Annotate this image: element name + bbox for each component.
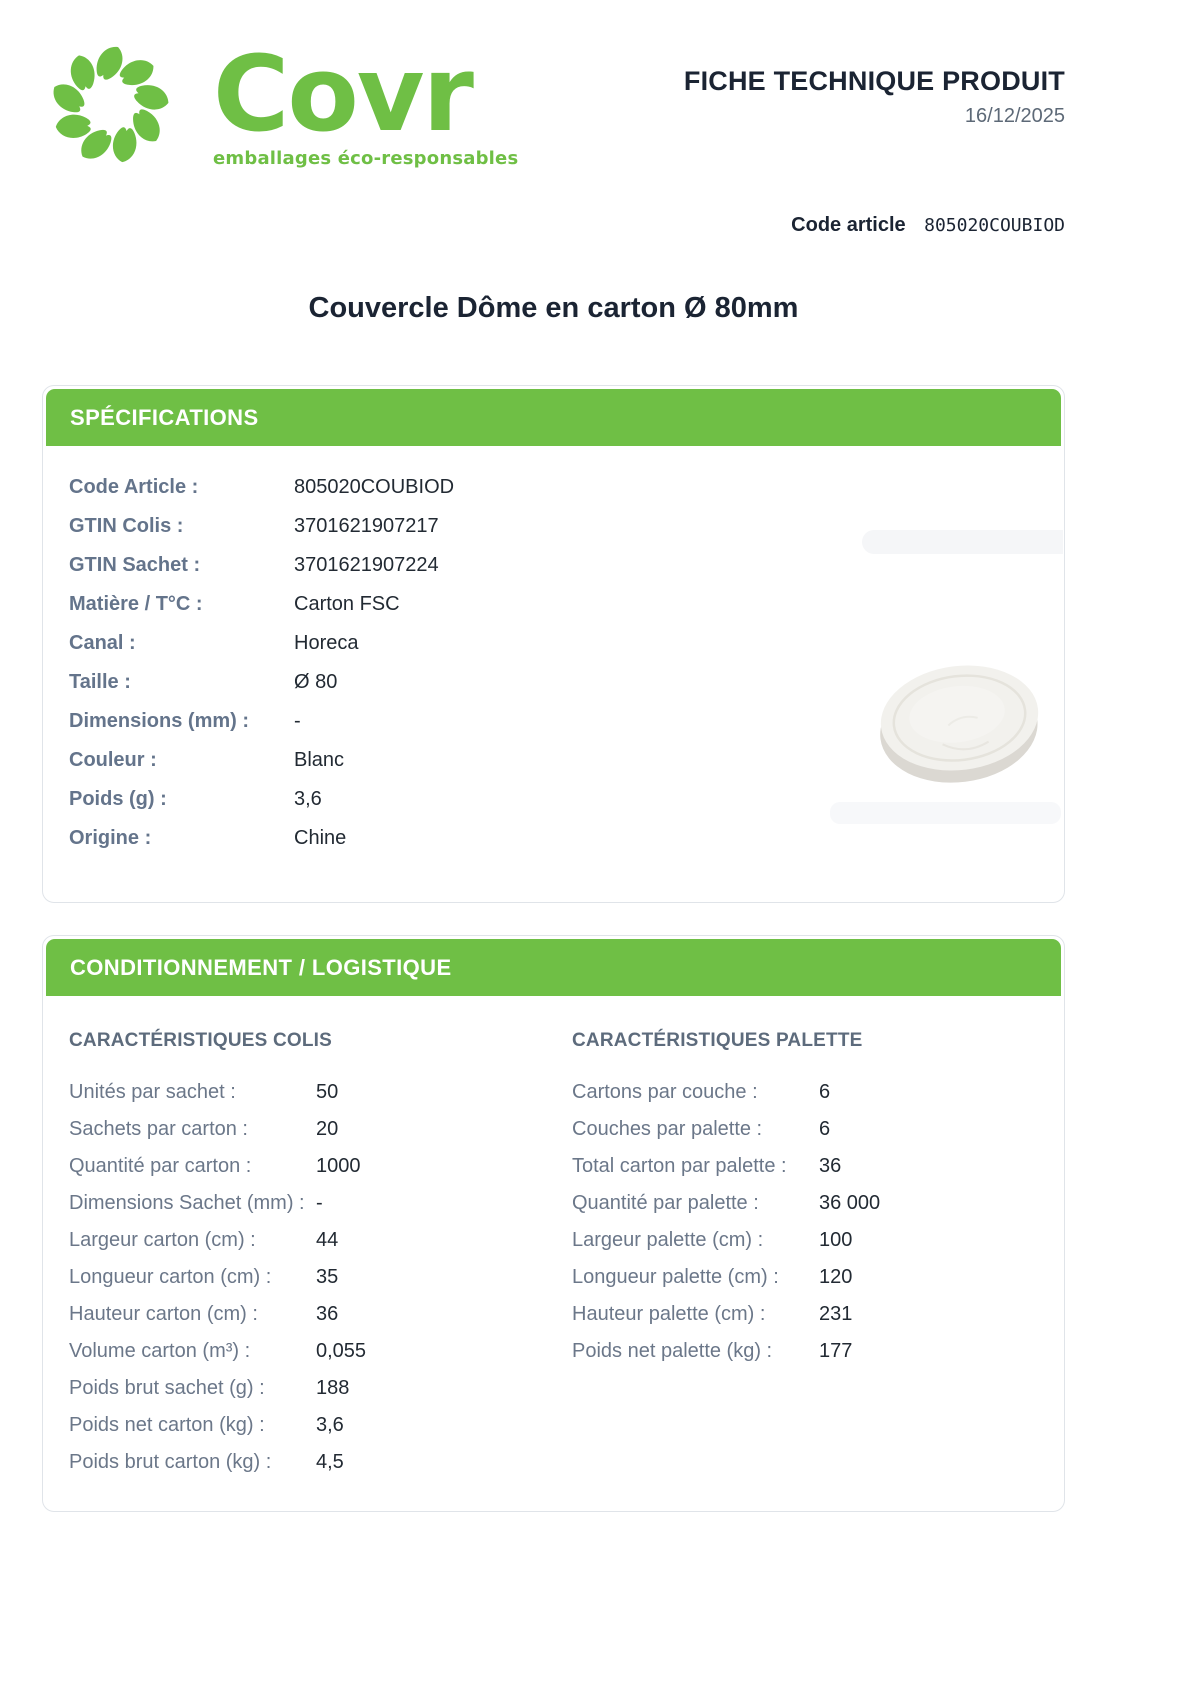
logistics-row-value: 1000 (316, 1155, 361, 1177)
pallet-characteristics-column (572, 1030, 1064, 1481)
logistics-row (69, 1296, 572, 1333)
logistics-row-label: Volume carton (m³) : (69, 1340, 251, 1362)
product-photo (763, 510, 1063, 832)
article-code-value: 805020COUBIOD (924, 215, 1065, 236)
logistics-row-label: Poids brut carton (kg) : (69, 1451, 272, 1473)
carton-characteristics-column (69, 1030, 572, 1481)
logistics-row-value: 177 (819, 1340, 853, 1362)
document-title: FICHE TECHNIQUE PRODUIT (683, 66, 1065, 96)
logistics-row-value: 231 (819, 1303, 853, 1325)
logistics-row-label: Longueur palette (cm) : (572, 1266, 779, 1288)
spec-row (69, 468, 1064, 507)
logistics-row-label: Hauteur carton (cm) : (69, 1303, 258, 1325)
logistics-row-value: 188 (316, 1377, 350, 1399)
pallet-column-title: CARACTÉRISTIQUES PALETTE (572, 1030, 863, 1051)
logistics-row-value: 120 (819, 1266, 853, 1288)
carton-rows (69, 1074, 572, 1481)
spec-row-label: Origine : (69, 827, 152, 849)
logistics-row-label: Cartons par couche : (572, 1081, 758, 1103)
logistics-row (69, 1111, 572, 1148)
logistics-row-value: 0,055 (316, 1340, 367, 1362)
pallet-rows (572, 1074, 1064, 1370)
logistics-row-label: Largeur palette (cm) : (572, 1229, 764, 1251)
spec-row-label: GTIN Sachet : (69, 554, 201, 576)
logistics-row-value: 6 (819, 1118, 831, 1140)
logistics-row-label: Quantité par carton : (69, 1155, 252, 1177)
logistics-row (69, 1074, 572, 1111)
spec-row-label: GTIN Colis : (69, 515, 184, 537)
logistics-row (69, 1148, 572, 1185)
logistics-card (42, 935, 1065, 1512)
spec-row-value: 805020COUBIOD (294, 476, 455, 498)
spec-row-value: Blanc (294, 749, 345, 771)
logistics-row-value: 50 (316, 1081, 339, 1103)
spec-row-value: 3701621907224 (294, 554, 439, 576)
logistics-row (69, 1185, 572, 1222)
logistics-row-label: Hauteur palette (cm) : (572, 1303, 766, 1325)
logistics-row (69, 1222, 572, 1259)
logistics-row-value: 6 (819, 1081, 831, 1103)
spec-row-value: Carton FSC (294, 593, 400, 615)
logistics-row-value: 44 (316, 1229, 339, 1251)
logo-wordmark: Covr (213, 33, 472, 155)
logistics-row-label: Poids net palette (kg) : (572, 1340, 773, 1362)
dome-lid-image (878, 660, 1044, 788)
logistics-row (69, 1333, 572, 1370)
leaf-wreath-icon (45, 36, 175, 174)
logistics-row (572, 1111, 1064, 1148)
logistics-row-label: Unités par sachet : (69, 1081, 236, 1103)
logistics-row (572, 1333, 1064, 1370)
spec-row-label: Matière / T°C : (69, 593, 203, 615)
carton-column-title: CARACTÉRISTIQUES COLIS (69, 1030, 333, 1051)
logistics-section-header: CONDITIONNEMENT / LOGISTIQUE (46, 939, 1061, 996)
spec-row-value: Chine (294, 827, 347, 849)
logistics-row (572, 1259, 1064, 1296)
specifications-body (43, 446, 1064, 858)
spec-row-label: Canal : (69, 632, 136, 654)
logistics-row-value: 100 (819, 1229, 853, 1251)
logistics-row (572, 1185, 1064, 1222)
logistics-row-value: 20 (316, 1118, 339, 1140)
logistics-body (43, 996, 1064, 1481)
logistics-row-label: Poids net carton (kg) : (69, 1414, 265, 1436)
logistics-row (69, 1444, 572, 1481)
spec-row-label: Taille : (69, 671, 131, 693)
logistics-row-value: 4,5 (316, 1451, 344, 1473)
logistics-row (572, 1074, 1064, 1111)
logistics-row-value: 35 (316, 1266, 339, 1288)
logistics-row (69, 1407, 572, 1444)
company-logo (45, 33, 519, 174)
specifications-card (42, 385, 1065, 903)
logistics-row-label: Quantité par palette : (572, 1192, 759, 1214)
article-code-label: Code article (791, 214, 906, 236)
logistics-row (572, 1148, 1064, 1185)
logistics-row-label: Poids brut sachet (g) : (69, 1377, 265, 1399)
logistics-row-value: - (316, 1192, 323, 1214)
logo-tagline: emballages éco-responsables (213, 148, 519, 169)
product-title: Couvercle Dôme en carton Ø 80mm (308, 292, 799, 324)
logistics-row-value: 3,6 (316, 1414, 344, 1436)
logistics-row (69, 1259, 572, 1296)
spec-row-value: - (294, 710, 301, 732)
logistics-row-label: Dimensions Sachet (mm) : (69, 1192, 305, 1214)
photo-background-band (830, 802, 1061, 824)
logistics-row-value: 36 000 (819, 1192, 881, 1214)
logistics-row-label: Sachets par carton : (69, 1118, 248, 1140)
spec-row-value: Horeca (294, 632, 359, 654)
spec-row-label: Couleur : (69, 749, 157, 771)
document-date: 16/12/2025 (964, 105, 1065, 127)
logistics-row-label: Longueur carton (cm) : (69, 1266, 272, 1288)
spec-row-label: Poids (g) : (69, 788, 167, 810)
logistics-row-label: Largeur carton (cm) : (69, 1229, 256, 1251)
logistics-row-label: Couches par palette : (572, 1118, 763, 1140)
logistics-row (572, 1222, 1064, 1259)
spec-row-label: Code Article : (69, 476, 199, 498)
logistics-row-label: Total carton par palette : (572, 1155, 787, 1177)
logistics-row (572, 1296, 1064, 1333)
article-code-line (791, 214, 1065, 237)
logistics-row (69, 1370, 572, 1407)
document-header (684, 66, 1065, 128)
photo-background-band (862, 530, 1063, 554)
specifications-section-header: SPÉCIFICATIONS (46, 389, 1061, 446)
logistics-row-value: 36 (316, 1303, 339, 1325)
spec-row-label: Dimensions (mm) : (69, 710, 250, 732)
spec-row-value: 3,6 (294, 788, 322, 810)
logistics-row-value: 36 (819, 1155, 842, 1177)
spec-row-value: Ø 80 (294, 671, 338, 693)
spec-row-value: 3701621907217 (294, 515, 439, 537)
